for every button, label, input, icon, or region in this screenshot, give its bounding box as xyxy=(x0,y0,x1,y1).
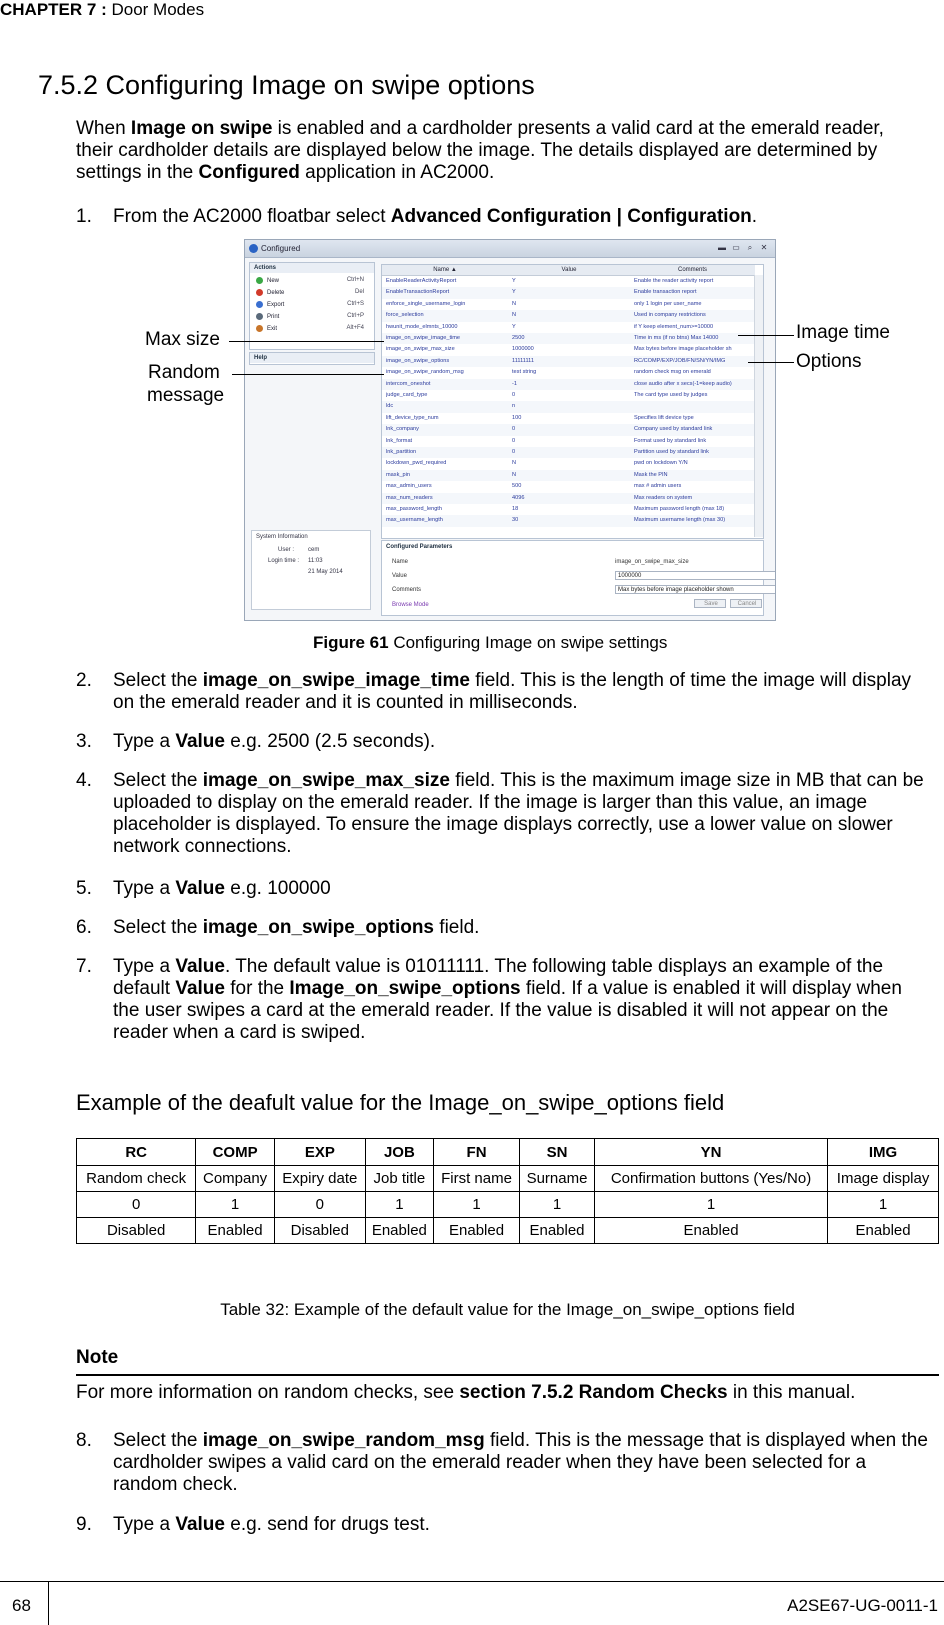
grid-cell-comment: Mask the PIN xyxy=(634,471,668,478)
param-comments-input[interactable]: Max bytes before image placeholder shown xyxy=(615,585,776,594)
table-cell: 1 xyxy=(196,1192,275,1218)
action-icon xyxy=(256,289,263,296)
grid-cell-name: force_selection xyxy=(386,312,424,319)
grid-row[interactable] xyxy=(382,447,763,458)
configured-app-screenshot xyxy=(244,239,776,621)
system-information: System Information User : cem Login time : 11:03 21 May 2014 xyxy=(251,530,371,610)
grid-cell-value: Y xyxy=(512,323,516,330)
grid-cell-name: EnableTransactionReport xyxy=(386,289,450,296)
grid-cell-comment: Partition used by standard link xyxy=(634,449,709,455)
grid-cell-value: 30 xyxy=(512,517,519,524)
options-table xyxy=(76,1138,939,1244)
grid-row[interactable] xyxy=(382,322,763,333)
grid-cell-comment: Format used by standard link xyxy=(634,437,707,444)
grid-cell-name: image_on_swipe_random_msg xyxy=(386,369,464,376)
callout-random-1: Random xyxy=(148,362,220,383)
grid-cell-name: mask_pin xyxy=(386,471,410,478)
grid-cell-name: lnk_partition xyxy=(386,449,417,455)
action-label: Export xyxy=(267,302,285,309)
grid-cell-comment: Maximum username length (max 30) xyxy=(634,517,726,524)
grid-cell-comment: random check msg on emerald xyxy=(634,369,711,376)
grid-cell-name: lockdown_pwd_required xyxy=(386,460,447,467)
section-title: 7.5.2 Configuring Image on swipe options xyxy=(38,70,535,100)
grid-cell-value: 2500 xyxy=(512,335,525,341)
param-name-value: image_on_swipe_max_size xyxy=(615,559,689,565)
table-cell: 1 xyxy=(365,1192,433,1218)
grid-cell-name: enforce_single_username_login xyxy=(386,300,466,307)
action-shortcut: Ctrl+P xyxy=(347,313,364,319)
table-cell: Enabled xyxy=(365,1218,433,1244)
callout-random-2: message xyxy=(147,385,225,406)
table-cell: Job title xyxy=(365,1166,433,1192)
browse-mode-label: Browse Mode xyxy=(392,602,429,608)
callout-image-time: Image time xyxy=(796,322,890,343)
grid-cell-value: 0 xyxy=(512,437,516,444)
table-caption: Table 32: Example of the default value for the Image_on_swipe_options field xyxy=(220,1300,795,1319)
grid-cell-value: N xyxy=(512,460,517,467)
config-grid xyxy=(381,264,764,539)
grid-row[interactable] xyxy=(382,504,763,515)
col-value-header[interactable]: Value xyxy=(508,265,630,276)
grid-row[interactable] xyxy=(382,493,763,504)
minimize-icon[interactable]: ▬ xyxy=(718,243,726,252)
grid-row[interactable] xyxy=(382,424,763,435)
search-icon[interactable]: ⌕ xyxy=(747,243,753,252)
table-header-cell: YN xyxy=(594,1139,827,1166)
callout-random-line xyxy=(232,374,384,375)
action-shortcut: Del xyxy=(354,289,364,295)
table-cell: Enabled xyxy=(828,1218,939,1244)
grid-row[interactable] xyxy=(382,481,763,492)
grid-cell-comment: Used in company restrictions xyxy=(634,312,706,319)
grid-cell-value: 18 xyxy=(512,506,519,512)
grid-cell-name: image_on_swipe_options xyxy=(386,357,450,364)
grid-cell-comment: Max bytes before image placeholder sh xyxy=(634,346,732,353)
action-shortcut: Ctrl+N xyxy=(346,277,364,283)
grid-cell-name: max_num_readers xyxy=(386,494,433,501)
callout-options-line xyxy=(748,362,794,363)
grid-cell-comment: Time in ms (if no btns) Max 14000 xyxy=(634,335,719,341)
grid-cell-comment: Enable the reader activity report xyxy=(634,278,714,284)
table-cell: 1 xyxy=(520,1192,595,1218)
grid-cell-value: Y xyxy=(512,289,516,296)
grid-row[interactable] xyxy=(382,413,763,424)
table-cell: 1 xyxy=(594,1192,827,1218)
table-header-cell: FN xyxy=(433,1139,519,1166)
footer-separator xyxy=(48,1581,49,1625)
help-panel[interactable] xyxy=(249,352,375,365)
table-header-row xyxy=(77,1139,939,1166)
action-shortcut: Ctrl+S xyxy=(347,301,364,307)
grid-cell-value: N xyxy=(512,300,517,307)
grid-cell-name: ldc xyxy=(386,403,394,410)
action-item[interactable] xyxy=(256,301,364,308)
grid-row[interactable] xyxy=(382,515,763,526)
note-rule xyxy=(76,1374,939,1376)
actions-header: Actions xyxy=(250,263,374,273)
table-cell: Enabled xyxy=(594,1218,827,1244)
grid-cell-comment: if Y keep element_num>=10000 xyxy=(634,323,714,330)
grid-row[interactable] xyxy=(382,276,763,287)
action-icon xyxy=(256,277,263,284)
restore-icon[interactable]: ▭ xyxy=(732,243,740,252)
grid-cell-name: judge_card_type xyxy=(386,392,428,398)
table-cell: Disabled xyxy=(274,1218,365,1244)
chapter-header xyxy=(0,0,204,20)
document-id: A2SE67-UG-0011-1 xyxy=(787,1596,938,1615)
grid-cell-comment: close audio after x secs(-1=keep audio) xyxy=(634,380,732,387)
action-icon xyxy=(256,325,263,332)
table-cell: Disabled xyxy=(77,1218,196,1244)
grid-row[interactable] xyxy=(382,470,763,481)
grid-cell-comment: Specifies lift device type xyxy=(634,414,694,421)
grid-row[interactable] xyxy=(382,367,763,378)
grid-cell-comment: Max readers on system xyxy=(634,494,693,501)
grid-cell-value: Y xyxy=(512,278,516,284)
footer-rule xyxy=(0,1581,944,1582)
table-header-cell: SN xyxy=(520,1139,595,1166)
grid-row[interactable] xyxy=(382,390,763,401)
figure-caption: Figure 61 Configuring Image on swipe settings xyxy=(313,633,668,652)
table-cell: 0 xyxy=(77,1192,196,1218)
action-icon xyxy=(256,313,263,320)
configured-parameters-panel: Configured Parameters Name image_on_swipe_max_size Value 1000000 Comments Max bytes before image placeholder shown Browse Mode Save Cancel xyxy=(381,540,764,616)
col-comments-header[interactable]: Comments xyxy=(630,265,755,276)
table-cell: Expiry date xyxy=(274,1166,365,1192)
callout-options: Options xyxy=(796,351,862,372)
table-cell: Image display xyxy=(828,1166,939,1192)
col-name-header[interactable]: Name ▲ xyxy=(382,265,508,276)
save-button[interactable]: Save xyxy=(694,599,726,608)
grid-cell-name: max_admin_users xyxy=(386,483,432,490)
grid-row[interactable] xyxy=(382,379,763,390)
grid-cell-name: hwunit_mode_elmnts_10000 xyxy=(386,323,458,330)
table-cell: 1 xyxy=(433,1192,519,1218)
grid-cell-name: lnk_format xyxy=(386,437,413,444)
grid-row[interactable] xyxy=(382,436,763,447)
table-cell: 1 xyxy=(828,1192,939,1218)
page-number: 68 xyxy=(12,1596,31,1615)
table-header-cell: COMP xyxy=(196,1139,275,1166)
grid-scrollbar[interactable] xyxy=(754,275,763,537)
table-header-cell: JOB xyxy=(365,1139,433,1166)
grid-cell-name: lift_device_type_num xyxy=(386,414,439,421)
grid-row[interactable] xyxy=(382,401,763,412)
grid-cell-name: max_password_length xyxy=(386,506,442,512)
action-label: Exit xyxy=(267,326,278,333)
note-text: For more information on random checks, see section 7.5.2 Random Checks in this manual. xyxy=(76,1382,856,1403)
grid-cell-name: image_on_swipe_max_size xyxy=(386,346,455,353)
param-value-input[interactable]: 1000000 xyxy=(615,571,776,580)
grid-cell-value: n xyxy=(512,403,516,410)
grid-cell-value: 11111111 xyxy=(512,357,534,364)
grid-cell-name: EnableReaderActivityReport xyxy=(386,278,457,284)
grid-row[interactable] xyxy=(382,310,763,321)
table-cell: 0 xyxy=(274,1192,365,1218)
table-row xyxy=(77,1192,939,1218)
grid-cell-comment: The card type used by judges xyxy=(634,392,708,398)
action-label: Delete xyxy=(267,290,285,297)
grid-row[interactable] xyxy=(382,344,763,355)
app-icon xyxy=(249,244,258,253)
table-cell: Confirmation buttons (Yes/No) xyxy=(594,1166,827,1192)
action-item[interactable] xyxy=(256,289,364,296)
close-icon[interactable]: ✕ xyxy=(760,243,768,252)
grid-cell-comment: max # admin users xyxy=(634,483,682,490)
grid-row[interactable] xyxy=(382,356,763,367)
chapter-title: Door Modes xyxy=(111,0,205,19)
grid-cell-comment: RC/COMP/EXP/JOB/FN/SN/YN/IMG xyxy=(634,357,726,364)
window-titlebar xyxy=(245,240,775,258)
grid-cell-comment: Enable transaction report xyxy=(634,289,697,296)
grid-cell-value: 0 xyxy=(512,392,516,398)
grid-cell-value: N xyxy=(512,471,517,478)
table-cell: Surname xyxy=(520,1166,595,1192)
callout-image-time-line xyxy=(738,335,794,336)
table-cell: Random check xyxy=(77,1166,196,1192)
grid-cell-name: max_username_length xyxy=(386,517,443,524)
grid-cell-value: -1 xyxy=(512,380,517,387)
grid-row[interactable] xyxy=(382,458,763,469)
table-cell: Enabled xyxy=(196,1218,275,1244)
grid-cell-value: N xyxy=(512,312,517,319)
table-header-cell: EXP xyxy=(274,1139,365,1166)
action-shortcut: Alt+F4 xyxy=(346,325,364,331)
grid-cell-comment: pwd on lockdown Y/N xyxy=(634,460,688,467)
table-cell: Enabled xyxy=(433,1218,519,1244)
table-cell: Company xyxy=(196,1166,275,1192)
grid-cell-value: 0 xyxy=(512,449,516,455)
grid-cell-name: lnk_company xyxy=(386,426,419,433)
grid-cell-value: 0 xyxy=(512,426,516,433)
window-title: Configured xyxy=(261,244,301,253)
chapter-label: CHAPTER 7 : xyxy=(0,0,107,19)
table-header-cell: RC xyxy=(77,1139,196,1166)
actions-panel xyxy=(249,262,375,350)
action-label: Print xyxy=(267,314,280,321)
grid-cell-value: 100 xyxy=(512,414,522,421)
grid-cell-comment: Maximum password length (max 18) xyxy=(634,506,725,512)
callout-max-size: Max size xyxy=(145,329,220,350)
cancel-button[interactable]: Cancel xyxy=(730,599,762,608)
note-title: Note xyxy=(76,1347,119,1368)
callout-max-size-line xyxy=(229,341,384,342)
grid-cell-comment: only 1 login per user_name xyxy=(634,300,702,307)
grid-cell-comment: Company used by standard link xyxy=(634,426,713,433)
grid-cell-name: intercom_oneshot xyxy=(386,380,431,387)
action-label: New xyxy=(267,278,280,285)
action-item[interactable] xyxy=(256,325,364,332)
table-cell: First name xyxy=(433,1166,519,1192)
grid-row[interactable] xyxy=(382,299,763,310)
action-icon xyxy=(256,301,263,308)
grid-cell-value: 500 xyxy=(512,483,522,490)
table-heading: Example of the deafult value for the Image_on_swipe_options field xyxy=(76,1090,725,1115)
table-row xyxy=(77,1218,939,1244)
action-item[interactable] xyxy=(256,277,364,284)
grid-cell-value: 1000000 xyxy=(512,346,534,353)
grid-row[interactable] xyxy=(382,287,763,298)
table-header-cell: IMG xyxy=(828,1139,939,1166)
grid-cell-name: image_on_swipe_image_time xyxy=(386,335,461,341)
help-header: Help xyxy=(250,353,374,363)
grid-cell-value: test string xyxy=(512,369,537,376)
action-item[interactable] xyxy=(256,313,364,320)
table-cell: Enabled xyxy=(520,1218,595,1244)
intro-paragraph: When Image on swipe is enabled and a cardholder presents a valid card at the emerald reader, their cardholder details are displayed below the image. The details displayed are determined by settings in the Configured application in AC2000. xyxy=(76,118,884,183)
grid-row[interactable] xyxy=(382,333,763,344)
grid-cell-value: 4096 xyxy=(512,494,525,501)
table-row xyxy=(77,1166,939,1192)
